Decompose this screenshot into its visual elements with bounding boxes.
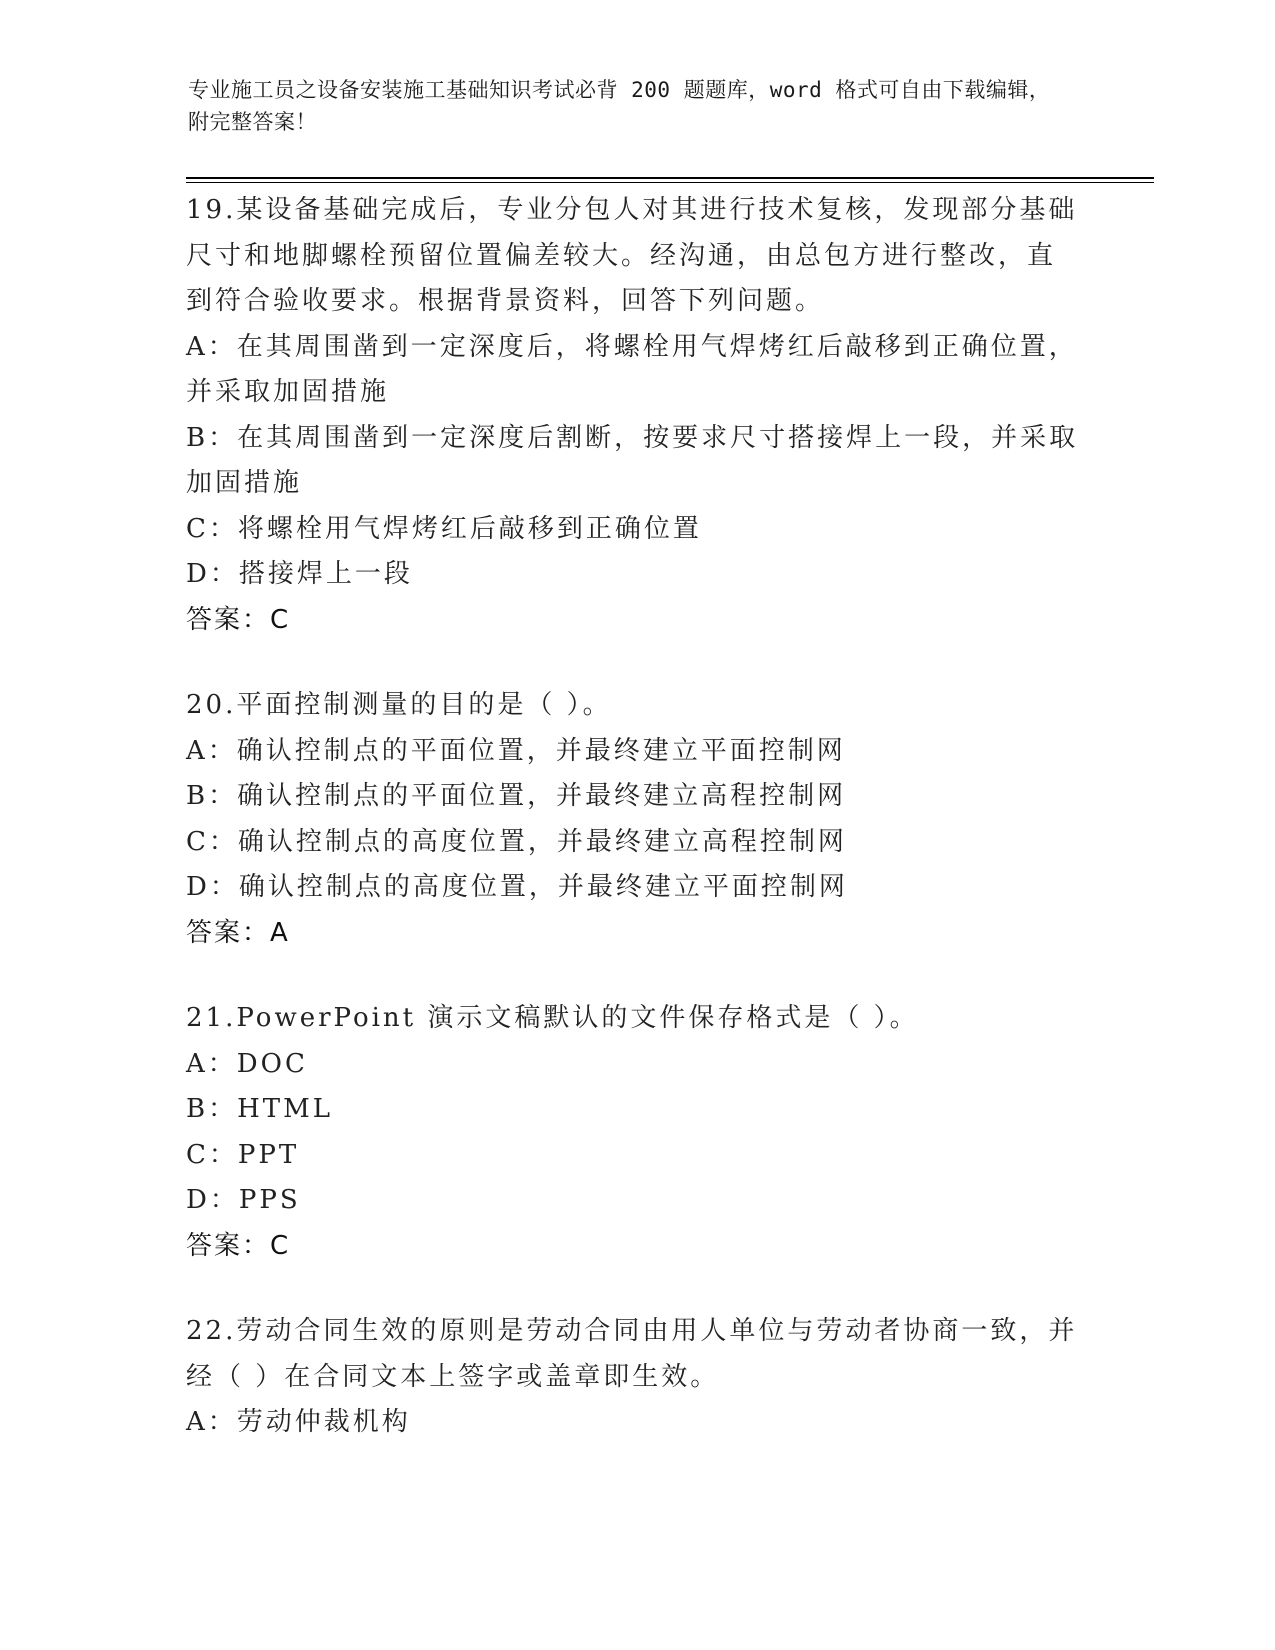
header-divider-thin bbox=[186, 182, 1154, 183]
header-divider-thick bbox=[186, 177, 1154, 179]
answer-line: 答案：C bbox=[186, 604, 291, 635]
document-header: 专业施工员之设备安装施工基础知识考试必背 200 题题库，word 格式可自由下载编辑，附完整答案！ bbox=[188, 78, 1051, 134]
option-a: A：DOC bbox=[186, 1048, 308, 1079]
option-a: A：确认控制点的平面位置，并最终建立平面控制网 bbox=[186, 735, 846, 766]
question-21 bbox=[186, 996, 1086, 1269]
answer-line: 答案：C bbox=[186, 1230, 291, 1261]
option-b: B：在其周围凿到一定深度后割断，按要求尺寸搭接焊上一段，并采取 bbox=[186, 422, 1079, 453]
question-stem-line: 经（ ）在合同文本上签字或盖章即生效。 bbox=[186, 1361, 720, 1392]
option-c: C：确认控制点的高度位置，并最终建立高程控制网 bbox=[186, 826, 847, 857]
question-stem-line: 到符合验收要求。根据背景资料，回答下列问题。 bbox=[186, 286, 825, 316]
option-b: B：确认控制点的平面位置，并最终建立高程控制网 bbox=[186, 781, 847, 811]
option-d: D：确认控制点的高度位置，并最终建立平面控制网 bbox=[186, 872, 848, 902]
option-d: D：PPS bbox=[186, 1185, 301, 1215]
option-b-continued: 加固措施 bbox=[186, 468, 303, 498]
option-d: D：搭接焊上一段 bbox=[186, 559, 413, 589]
option-b: B：HTML bbox=[186, 1094, 334, 1124]
question-20 bbox=[186, 683, 1086, 956]
option-a: A：在其周围凿到一定深度后，将螺栓用气焊烤红后敲移到正确位置， bbox=[186, 331, 1078, 362]
question-stem-line: 20.平面控制测量的目的是（ ）。 bbox=[186, 690, 612, 720]
question-stem-line: 22.劳动合同生效的原则是劳动合同由用人单位与劳动者协商一致，并 bbox=[186, 1316, 1078, 1346]
answer-line: 答案：A bbox=[186, 917, 290, 948]
question-stem-line: 21.PowerPoint 演示文稿默认的文件保存格式是（ ）。 bbox=[186, 1003, 919, 1033]
option-c: C：将螺栓用气焊烤红后敲移到正确位置 bbox=[186, 513, 702, 544]
question-stem-line: 19.某设备基础完成后，专业分包人对其进行技术复核，发现部分基础 bbox=[186, 195, 1078, 225]
question-19 bbox=[186, 188, 1086, 643]
question-list bbox=[186, 188, 1086, 1486]
option-a: A：劳动仲裁机构 bbox=[186, 1407, 411, 1437]
option-a-continued: 并采取加固措施 bbox=[186, 377, 390, 407]
option-c: C：PPT bbox=[186, 1139, 300, 1170]
question-stem-line: 尺寸和地脚螺栓预留位置偏差较大。经沟通，由总包方进行整改，直 bbox=[186, 240, 1057, 271]
question-22 bbox=[186, 1309, 1086, 1446]
